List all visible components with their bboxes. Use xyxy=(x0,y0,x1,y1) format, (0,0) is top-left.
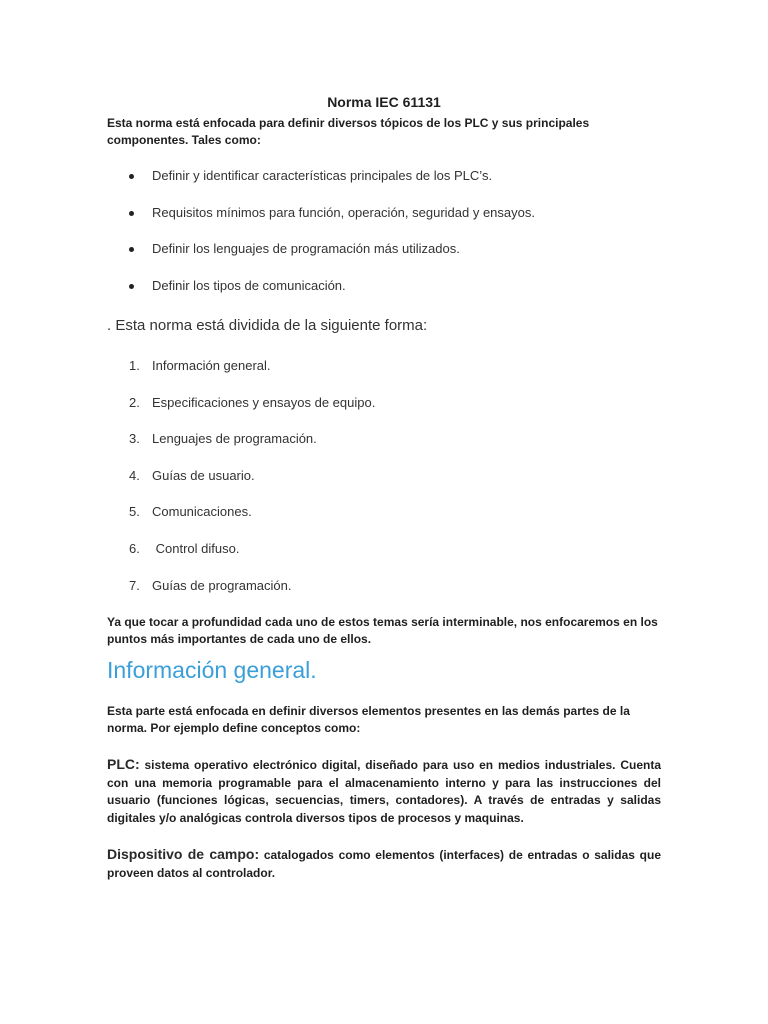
numbered-item xyxy=(107,577,663,614)
item-text: Comunicaciones. xyxy=(152,504,252,520)
bullet-text: Definir los tipos de comunicación. xyxy=(152,277,346,293)
item-text: Lenguajes de programación. xyxy=(152,431,317,447)
bullet-item xyxy=(107,240,663,277)
document-title: Norma IEC 61131 xyxy=(327,94,441,110)
numbered-list xyxy=(107,357,663,613)
section-intro-paragraph: Esta parte está enfocada en definir diversos elementos presentes en las demás partes de la norma. Por ejemplo define conceptos como: xyxy=(107,704,630,735)
bullet-icon xyxy=(129,174,134,179)
item-number: 3. xyxy=(129,431,140,447)
bullet-item xyxy=(107,167,663,204)
definition-field-device xyxy=(107,846,661,882)
numbered-item xyxy=(107,540,663,577)
item-text: Guías de usuario. xyxy=(152,467,255,483)
bullet-icon xyxy=(129,211,134,216)
closing-paragraph: Ya que tocar a profundidad cada uno de estos temas sería interminable, nos enfocaremos en los puntos más importantes de cada uno de ellos. xyxy=(107,615,658,646)
numbered-item xyxy=(107,467,663,504)
bullet-text: Definir y identificar características principales de los PLC’s. xyxy=(152,168,493,183)
division-statement: . Esta norma está dividida de la siguiente forma: xyxy=(107,317,428,334)
item-text: Control difuso. xyxy=(152,540,240,556)
numbered-item xyxy=(107,357,663,394)
bullet-list xyxy=(107,167,663,313)
item-number: 7. xyxy=(129,577,140,593)
section-heading: Información general. xyxy=(107,657,317,683)
item-text: Especificaciones y ensayos de equipo. xyxy=(152,394,376,410)
bullet-item xyxy=(107,277,663,314)
definition-text: catalogados como elementos (interfaces) de entradas o salidas que proveen datos al controlador. xyxy=(107,848,661,880)
item-number: 1. xyxy=(129,358,140,373)
item-number: 6. xyxy=(129,540,140,556)
bullet-item xyxy=(107,204,663,241)
definition-term: Dispositivo de campo: xyxy=(107,846,260,862)
numbered-item xyxy=(107,394,663,431)
numbered-item xyxy=(107,503,663,540)
intro-paragraph: Esta norma está enfocada para definir diversos tópicos de los PLC y sus principales componentes. Tales como: xyxy=(107,116,590,147)
definition-plc xyxy=(107,756,661,827)
bullet-text: Definir los lenguajes de programación más utilizados. xyxy=(152,241,460,256)
item-number: 2. xyxy=(129,394,140,410)
definition-term: PLC: xyxy=(107,756,140,772)
item-number: 4. xyxy=(129,467,140,483)
bullet-icon xyxy=(129,247,134,252)
item-text: Información general. xyxy=(152,358,271,373)
numbered-item xyxy=(107,430,663,467)
definition-text: sistema operativo electrónico digital, diseñado para uso en medios industriales. Cuenta con una memoria programable para el almacenamiento interno y para las instrucciones del usuario (funciones lógicas, secuencias, timers, contadores). A través de entradas y salidas digitales y/o analógicas controla diversos tipos de procesos y maquinas. xyxy=(107,758,661,825)
bullet-icon xyxy=(129,284,134,289)
bullet-text: Requisitos mínimos para función, operación, seguridad y ensayos. xyxy=(152,204,535,220)
item-number: 5. xyxy=(129,504,140,520)
item-text: Guías de programación. xyxy=(152,577,292,593)
